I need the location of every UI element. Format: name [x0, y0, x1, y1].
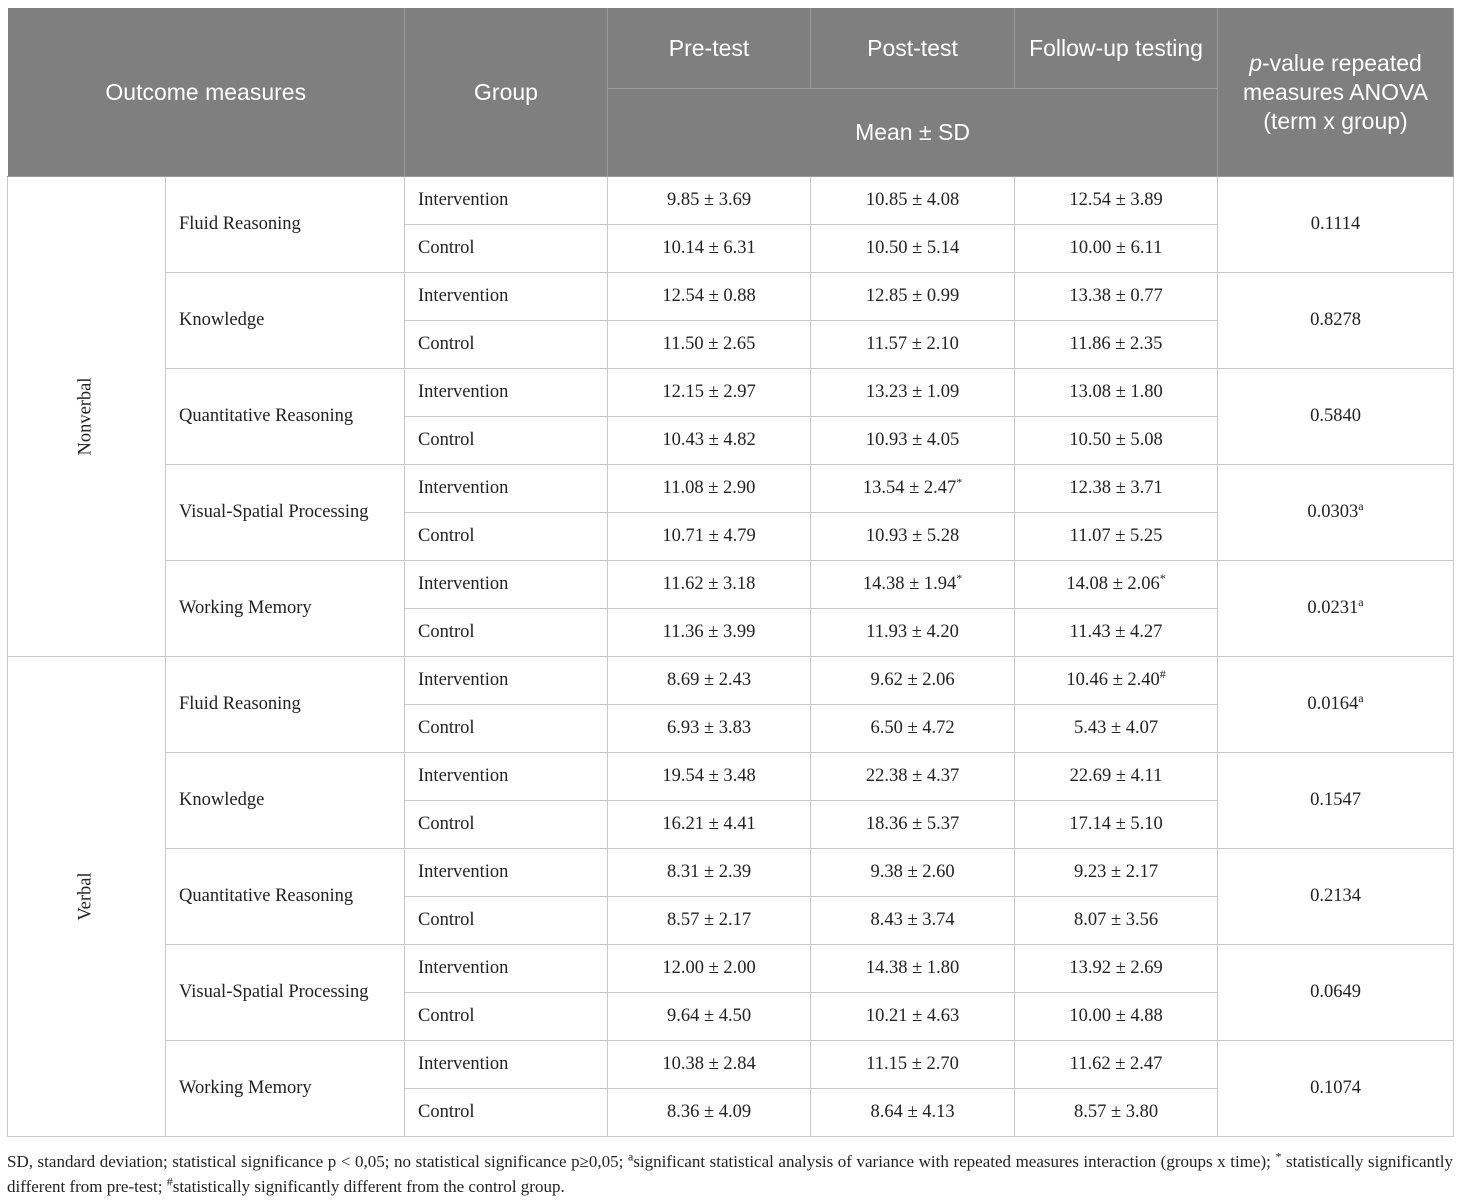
group-name: Intervention — [405, 945, 608, 993]
post-test-value-text: 14.38 ± 1.94 — [862, 574, 957, 594]
follow-up-value — [1015, 225, 1218, 273]
pre-test-value: 8.57 ± 2.17 — [608, 897, 811, 945]
section-label: Nonverbal — [76, 377, 96, 456]
header-mean-sd: Mean ± SD — [608, 89, 1218, 177]
table-row — [8, 945, 1454, 993]
header-post-test: Post-test — [811, 8, 1015, 89]
footnote-sup-a: a — [627, 1149, 634, 1164]
header-follow-up: Follow-up testing — [1015, 8, 1218, 89]
post-test-value — [811, 177, 1015, 225]
follow-up-value-text: 11.07 ± 5.25 — [1069, 526, 1163, 546]
post-test-value — [811, 1041, 1015, 1089]
post-test-value — [811, 321, 1015, 369]
pre-test-value: 8.36 ± 4.09 — [608, 1089, 811, 1137]
header-group: Group — [405, 8, 608, 177]
post-test-value — [811, 753, 1015, 801]
follow-up-value — [1015, 609, 1218, 657]
group-name: Intervention — [405, 561, 608, 609]
follow-up-value-text: 5.43 ± 4.07 — [1073, 718, 1159, 738]
header-pre-test: Pre-test — [608, 8, 811, 89]
post-test-value-text: 9.62 ± 2.06 — [870, 670, 955, 690]
post-test-value — [811, 849, 1015, 897]
measure-name: Working Memory — [166, 561, 405, 657]
follow-up-value — [1015, 273, 1218, 321]
footnote-sup-hash: # — [166, 1173, 173, 1188]
header-p-value — [1218, 8, 1454, 177]
table-row — [8, 177, 1454, 225]
follow-up-value — [1015, 1089, 1218, 1137]
group-name: Control — [405, 513, 608, 561]
follow-up-value-text: 12.54 ± 3.89 — [1069, 190, 1163, 210]
group-name: Control — [405, 993, 608, 1041]
p-value: 0.1074 — [1310, 1078, 1361, 1098]
post-test-value-text: 18.36 ± 5.37 — [865, 814, 960, 834]
p-value: 0.0649 — [1310, 982, 1361, 1002]
group-name: Intervention — [405, 1041, 608, 1089]
pre-test-value: 8.31 ± 2.39 — [608, 849, 811, 897]
table-body — [8, 177, 1454, 1137]
group-name: Intervention — [405, 273, 608, 321]
pre-test-value: 12.00 ± 2.00 — [608, 945, 811, 993]
table-row — [8, 1041, 1454, 1089]
post-test-value-text: 8.43 ± 3.74 — [870, 910, 955, 930]
follow-up-value — [1015, 993, 1218, 1041]
post-test-value-text: 14.38 ± 1.80 — [865, 958, 960, 978]
group-name: Control — [405, 897, 608, 945]
table-row — [8, 273, 1454, 321]
follow-up-value-text: 11.86 ± 2.35 — [1069, 334, 1163, 354]
footnote-sup-star: * — [1275, 1149, 1282, 1164]
pre-test-value: 9.85 ± 3.69 — [608, 177, 811, 225]
p-value-cell — [1218, 657, 1454, 753]
post-test-value — [811, 1089, 1015, 1137]
p-value-marker: a — [1358, 594, 1364, 609]
measure-name: Knowledge — [166, 273, 405, 369]
follow-up-value — [1015, 705, 1218, 753]
post-test-value-marker: * — [956, 570, 963, 585]
group-name: Control — [405, 417, 608, 465]
group-name: Control — [405, 225, 608, 273]
post-test-value — [811, 897, 1015, 945]
follow-up-value — [1015, 801, 1218, 849]
measure-name: Quantitative Reasoning — [166, 369, 405, 465]
follow-up-value — [1015, 513, 1218, 561]
group-name: Intervention — [405, 753, 608, 801]
follow-up-value-text: 11.43 ± 4.27 — [1069, 622, 1163, 642]
measure-name: Visual-Spatial Processing — [166, 465, 405, 561]
p-value-marker: a — [1358, 498, 1364, 513]
follow-up-value — [1015, 561, 1218, 609]
group-name: Control — [405, 321, 608, 369]
post-test-value-text: 10.21 ± 4.63 — [865, 1006, 960, 1026]
follow-up-value — [1015, 657, 1218, 705]
pre-test-value: 10.71 ± 4.79 — [608, 513, 811, 561]
follow-up-value-marker: * — [1159, 570, 1166, 585]
pre-test-value: 11.62 ± 3.18 — [608, 561, 811, 609]
p-value-cell — [1218, 369, 1454, 465]
post-test-value — [811, 705, 1015, 753]
header-p-rest: -value repeated measures ANOVA (term x group) — [1243, 49, 1428, 134]
pre-test-value: 11.08 ± 2.90 — [608, 465, 811, 513]
p-value: 0.1547 — [1310, 790, 1361, 810]
follow-up-value-text: 8.57 ± 3.80 — [1073, 1102, 1159, 1122]
section-label: Verbal — [75, 872, 96, 921]
post-test-value — [811, 609, 1015, 657]
table-header — [8, 8, 1454, 177]
measure-name: Working Memory — [166, 1041, 405, 1137]
post-test-value-text: 10.93 ± 5.28 — [865, 526, 960, 546]
post-test-value-text: 6.50 ± 4.72 — [870, 718, 955, 738]
post-test-value-text: 22.38 ± 4.37 — [865, 766, 960, 786]
post-test-value — [811, 225, 1015, 273]
post-test-value-text: 8.64 ± 4.13 — [870, 1102, 955, 1122]
follow-up-value — [1015, 465, 1218, 513]
pre-test-value: 10.14 ± 6.31 — [608, 225, 811, 273]
p-value: 0.5840 — [1310, 406, 1361, 426]
pre-test-value: 9.64 ± 4.50 — [608, 993, 811, 1041]
post-test-value — [811, 369, 1015, 417]
pre-test-value: 11.50 ± 2.65 — [608, 321, 811, 369]
group-name: Intervention — [405, 177, 608, 225]
post-test-value — [811, 417, 1015, 465]
section-label-cell — [8, 177, 166, 657]
follow-up-value-text: 10.00 ± 6.11 — [1069, 238, 1163, 258]
pre-test-value: 19.54 ± 3.48 — [608, 753, 811, 801]
group-name: Intervention — [405, 369, 608, 417]
pre-test-value: 12.54 ± 0.88 — [608, 273, 811, 321]
pre-test-value: 11.36 ± 3.99 — [608, 609, 811, 657]
follow-up-value-text: 17.14 ± 5.10 — [1069, 814, 1163, 834]
follow-up-value-marker: # — [1159, 666, 1166, 681]
results-table — [7, 8, 1454, 1137]
follow-up-value-text: 13.38 ± 0.77 — [1069, 286, 1163, 306]
post-test-value-text: 11.57 ± 2.10 — [866, 334, 959, 354]
p-value-cell — [1218, 945, 1454, 1041]
post-test-value-marker: * — [956, 474, 963, 489]
post-test-value-text: 10.93 ± 4.05 — [865, 430, 960, 450]
post-test-value-text: 9.38 ± 2.60 — [870, 862, 955, 882]
group-name: Control — [405, 1089, 608, 1137]
post-test-value — [811, 657, 1015, 705]
measure-name: Quantitative Reasoning — [166, 849, 405, 945]
follow-up-value-text: 22.69 ± 4.11 — [1069, 766, 1163, 786]
follow-up-value — [1015, 753, 1218, 801]
header-p-italic: p — [1249, 49, 1262, 76]
post-test-value-text: 12.85 ± 0.99 — [865, 286, 960, 306]
p-value: 0.0303 — [1307, 502, 1359, 522]
follow-up-value — [1015, 849, 1218, 897]
follow-up-value-text: 13.92 ± 2.69 — [1069, 958, 1163, 978]
follow-up-value-text: 12.38 ± 3.71 — [1069, 478, 1163, 498]
follow-up-value — [1015, 177, 1218, 225]
post-test-value — [811, 273, 1015, 321]
p-value: 0.8278 — [1310, 310, 1361, 330]
p-value-cell — [1218, 177, 1454, 273]
follow-up-value-text: 10.46 ± 2.40 — [1066, 670, 1160, 690]
follow-up-value — [1015, 369, 1218, 417]
measure-name: Fluid Reasoning — [166, 177, 405, 273]
group-name: Control — [405, 609, 608, 657]
post-test-value-text: 13.54 ± 2.47 — [862, 478, 957, 498]
section-label-cell — [8, 657, 166, 1137]
footnote-part2: significant statistical analysis of variance with repeated measures interaction (groups x time); — [633, 1152, 1276, 1171]
pre-test-value: 16.21 ± 4.41 — [608, 801, 811, 849]
p-value-cell — [1218, 1041, 1454, 1137]
follow-up-value-text: 10.00 ± 4.88 — [1069, 1006, 1163, 1026]
post-test-value — [811, 513, 1015, 561]
p-value: 0.0231 — [1307, 598, 1359, 618]
p-value-cell — [1218, 465, 1454, 561]
results-table-container — [7, 8, 1453, 1137]
follow-up-value-text: 10.50 ± 5.08 — [1069, 430, 1163, 450]
follow-up-value — [1015, 321, 1218, 369]
pre-test-value: 10.38 ± 2.84 — [608, 1041, 811, 1089]
post-test-value-text: 11.93 ± 4.20 — [866, 622, 959, 642]
p-value-cell — [1218, 273, 1454, 369]
follow-up-value-text: 9.23 ± 2.17 — [1073, 862, 1159, 882]
pre-test-value: 6.93 ± 3.83 — [608, 705, 811, 753]
follow-up-value-text: 8.07 ± 3.56 — [1073, 910, 1159, 930]
footnote-part4: statistically significantly different from the control group. — [172, 1176, 565, 1196]
table-row — [8, 849, 1454, 897]
p-value-cell — [1218, 849, 1454, 945]
follow-up-value — [1015, 1041, 1218, 1089]
group-name: Control — [405, 705, 608, 753]
footnote-part1: SD, standard deviation; statistical significance p < 0,05; no statistical significance p≥0,05; — [7, 1152, 628, 1171]
table-row — [8, 465, 1454, 513]
p-value: 0.0164 — [1307, 694, 1359, 714]
post-test-value — [811, 993, 1015, 1041]
table-row — [8, 753, 1454, 801]
follow-up-value — [1015, 897, 1218, 945]
group-name: Control — [405, 801, 608, 849]
post-test-value — [811, 561, 1015, 609]
pre-test-value: 8.69 ± 2.43 — [608, 657, 811, 705]
post-test-value — [811, 945, 1015, 993]
p-value: 0.2134 — [1310, 886, 1361, 906]
follow-up-value-text: 14.08 ± 2.06 — [1066, 574, 1160, 594]
post-test-value — [811, 801, 1015, 849]
measure-name: Visual-Spatial Processing — [166, 945, 405, 1041]
p-value: 0.1114 — [1310, 214, 1361, 234]
p-value-marker: a — [1358, 690, 1364, 705]
follow-up-value-text: 13.08 ± 1.80 — [1069, 382, 1163, 402]
post-test-value-text: 11.15 ± 2.70 — [866, 1054, 959, 1074]
table-row — [8, 657, 1454, 705]
group-name: Intervention — [405, 849, 608, 897]
follow-up-value-text: 11.62 ± 2.47 — [1069, 1054, 1163, 1074]
header-outcome-measures: Outcome measures — [8, 8, 405, 177]
post-test-value — [811, 465, 1015, 513]
p-value-cell — [1218, 561, 1454, 657]
table-row — [8, 369, 1454, 417]
follow-up-value — [1015, 945, 1218, 993]
table-footnote — [7, 1150, 1453, 1199]
p-value-cell — [1218, 753, 1454, 849]
pre-test-value: 12.15 ± 2.97 — [608, 369, 811, 417]
table-row — [8, 561, 1454, 609]
measure-name: Knowledge — [166, 753, 405, 849]
footnote-part3: statistically significantly different from pre-test; — [7, 1152, 1453, 1196]
post-test-value-text: 10.85 ± 4.08 — [865, 190, 960, 210]
group-name: Intervention — [405, 465, 608, 513]
pre-test-value: 10.43 ± 4.82 — [608, 417, 811, 465]
measure-name: Fluid Reasoning — [166, 657, 405, 753]
post-test-value-text: 10.50 ± 5.14 — [865, 238, 960, 258]
follow-up-value — [1015, 417, 1218, 465]
post-test-value-text: 13.23 ± 1.09 — [865, 382, 960, 402]
group-name: Intervention — [405, 657, 608, 705]
